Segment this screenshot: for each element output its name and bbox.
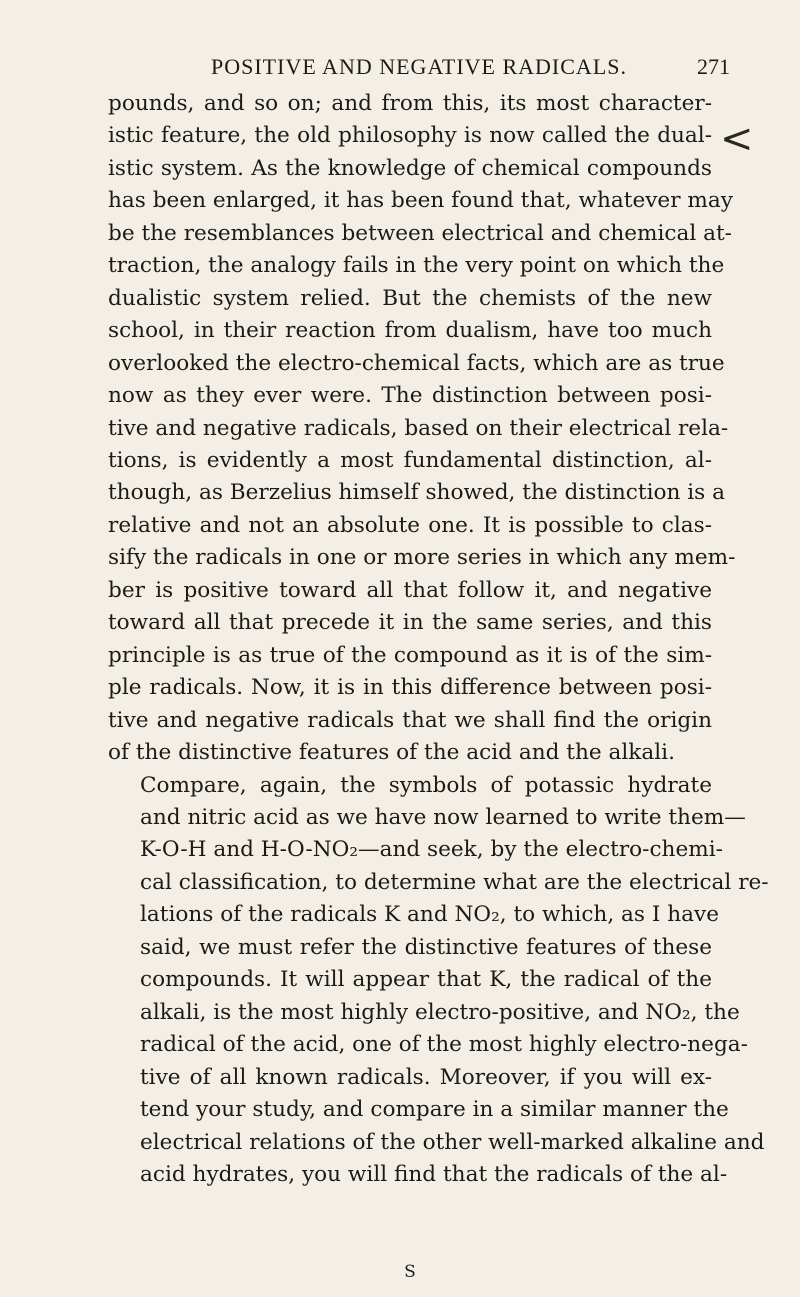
paragraph-2 — [108, 770, 769, 1192]
text-line: K-O-H and H-O-NO₂—and seek, by the electro-chemi- — [140, 837, 723, 863]
text-line: be the resemblances between electrical and chemical at- — [108, 220, 732, 246]
text-line: now as they ever were. The distinction between posi- — [108, 383, 712, 409]
text-line: dualistic system relied. But the chemists of the new — [108, 285, 712, 311]
text-line: alkali, is the most highly electro-positive, and NO₂, the — [140, 999, 740, 1025]
text-line: overlooked the electro-chemical facts, which are as true — [108, 350, 725, 376]
text-line: radical of the acid, one of the most highly electro-nega- — [140, 1032, 748, 1058]
text-line: tive and negative radicals that we shall find the origin — [108, 707, 712, 733]
paragraph-1 — [108, 88, 736, 770]
text-line: principle is as true of the compound as it is of the sim- — [108, 642, 712, 668]
text-line: tive of all known radicals. Moreover, if you will ex- — [140, 1064, 712, 1090]
text-line: electrical relations of the other well-marked alkaline and — [140, 1129, 765, 1155]
text-line: pounds, and so on; and from this, its most character- — [108, 91, 712, 116]
text-line: toward all that precede it in the same series, and this — [108, 610, 712, 636]
text-line: Compare, again, the symbols of potassic hydrate — [140, 772, 712, 798]
text-line: ber is positive toward all that follow it, and negative — [108, 577, 712, 603]
margin-bracket-mark: < — [720, 116, 754, 162]
text-line: tend your study, and compare in a similar manner the — [140, 1097, 729, 1123]
text-line: said, we must refer the distinctive features of these — [140, 934, 712, 960]
text-line: ple radicals. Now, it is in this difference between posi- — [108, 675, 712, 701]
text-line: lations of the radicals K and NO₂, to which, as I have — [140, 902, 720, 928]
text-line: has been enlarged, it has been found that, whatever may — [108, 188, 733, 214]
page-number: 271 — [697, 54, 730, 79]
signature-mark: S — [404, 1262, 416, 1282]
text-line: compounds. It will appear that K, the radical of the — [140, 967, 712, 993]
text-line: cal classification, to determine what are the electrical re- — [140, 869, 769, 895]
body-text — [108, 88, 769, 1191]
text-line: traction, the analogy fails in the very point on which the — [108, 253, 725, 279]
running-header — [108, 50, 730, 84]
text-line: sify the radicals in one or more series in which any mem- — [108, 545, 736, 571]
text-line: relative and not an absolute one. It is possible to clas- — [108, 512, 712, 538]
text-line: school, in their reaction from dualism, have too much — [108, 318, 712, 344]
text-line: and nitric acid as we have now learned to write them— — [140, 804, 746, 830]
text-line: acid hydrates, you will find that the radicals of the al- — [140, 1161, 728, 1187]
text-line: of the distinctive features of the acid and the alkali. — [108, 740, 675, 766]
text-line — [108, 120, 712, 152]
running-title: POSITIVE AND NEGATIVE RADICALS. — [211, 54, 627, 79]
text-line: tive and negative radicals, based on their electrical rela- — [108, 415, 729, 441]
text-line: tions, is evidently a most fundamental distinction, al- — [108, 447, 712, 473]
text-line: though, as Berzelius himself showed, the distinction is a — [108, 480, 725, 506]
line-text: istic feature, the old philosophy is now called the dual- — [108, 123, 712, 149]
text-line: istic system. As the knowledge of chemical compounds — [108, 155, 712, 181]
